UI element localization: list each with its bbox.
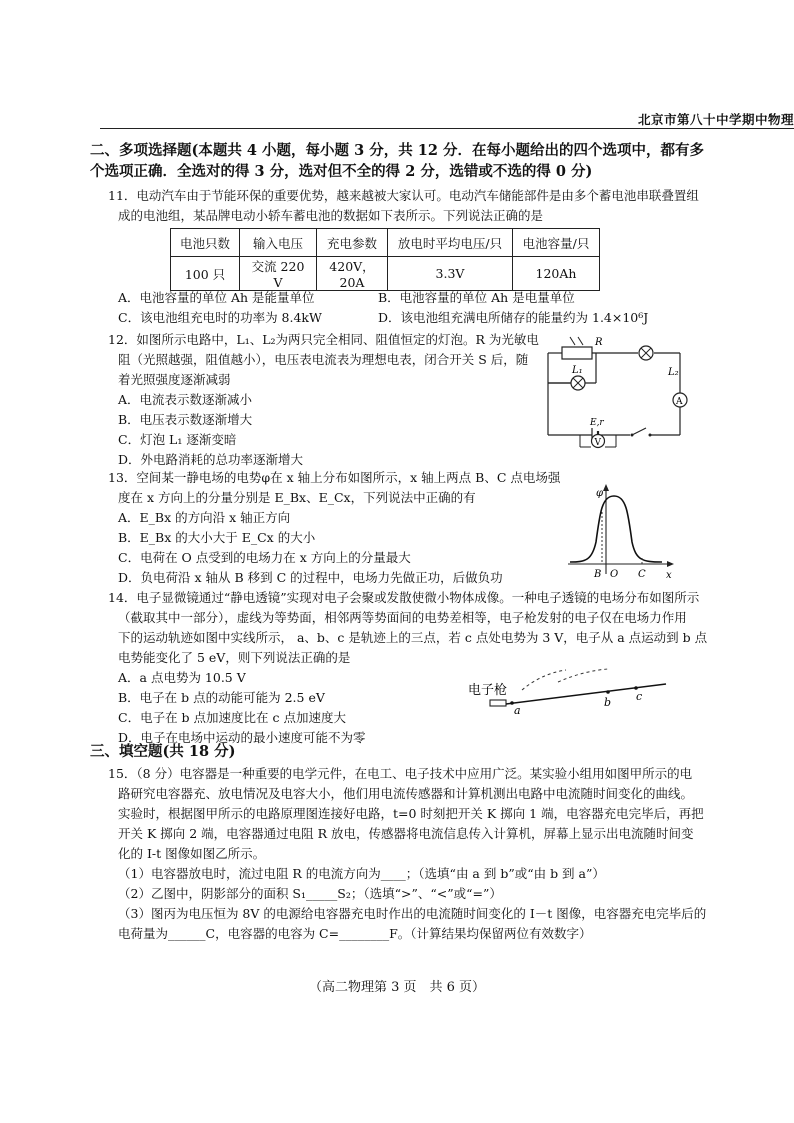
electron-gun-figure [466,664,676,720]
label-point-a: a [514,704,521,717]
q14-line2: （截取其中一部分），虚线为等势面，相邻两等势面间的电势差相等，电子枪发射的电子仅在电场力作用 [118,610,687,625]
q11-option-d: D．该电池组充满电所储存的能量约为 1.4×10⁶J [378,310,649,325]
potential-curve [570,496,662,562]
label-voltmeter: V [594,438,601,448]
label-r: R [595,337,603,348]
switch-icon [632,428,646,435]
q15-line5: 化的 I-t 图像如图乙所示。 [118,846,266,861]
label-l2: L₂ [668,367,679,378]
section3-title: 三、填空题(共 18 分) [90,743,236,760]
label-b: B [594,569,602,580]
label-electron-gun: 电子枪 [468,683,508,698]
q11-line2: 成的电池组，某品牌电动小轿车蓄电池的数据如下表所示。下列说法正确的是 [118,208,544,223]
q13-line1: 13．空间某一静电场的电势φ在 x 轴上分布如图所示，x 轴上两点 B、C 点电场强 [108,470,561,485]
q11-option-c: C．该电池组充电时的功率为 8.4kW [118,310,322,325]
circuit-diagram [540,335,700,450]
q14-line3: 下的运动轨迹如图中实线所示， a、b、c 是轨迹上的三点，若 c 点处电势为 3 V，电子从 a 点运动到 b 点 [118,630,708,645]
table-cell: 3.3V [388,257,513,291]
battery-table-header-row [171,229,600,257]
battery-table [170,228,600,291]
q11-option-b: B．电池容量的单位 Ah 是电量单位 [378,290,575,305]
q14-option-c: C．电子在 b 点加速度比在 c 点加速度大 [118,710,346,725]
electron-gun-icon [490,700,506,706]
q12-option-a: A．电流表示数逐渐减小 [118,392,253,407]
section2-title-line2: 个选项正确．全选对的得 3 分，选对但不全的得 2 分，选错或不选的得 0 分) [90,163,593,180]
label-ammeter: A [676,397,683,407]
table-header-cell: 电池只数 [171,229,240,257]
potential-graph [566,482,676,582]
q15-line2: 路研究电容器充、放电情况及电容大小，他们用电流传感器和计算机测出电路中电流随时间变化的曲线。 [118,786,694,801]
q11-option-a: A．电池容量的单位 Ah 是能量单位 [118,290,315,305]
q12-line3: 着光照强度逐渐减弱 [118,372,231,387]
q12-option-b: B．电压表示数逐渐增大 [118,412,253,427]
q15-sub3b: 电荷量为______C，电容器的电容为 C=________F。（计算结果均保留两位有效数字） [118,926,592,941]
q12-option-c: C．灯泡 L₁ 逐渐变暗 [118,432,237,447]
q13-option-a: A．E_Bx 的方向沿 x 轴正方向 [118,510,291,525]
q14-option-b: B．电子在 b 点的动能可能为 2.5 eV [118,690,325,705]
light-arrows-icon [570,337,583,345]
header-rule [100,128,794,129]
q13-option-b: B．E_Bx 的大小大于 E_Cx 的大小 [118,530,316,545]
table-cell: 交流 220 V [240,257,317,291]
section2-title [90,140,704,182]
q15-line4: 开关 K 掷向 2 端，电容器通过电阻 R 放电，传感器将电流信息传入计算机，屏幕上显示出电流随时间变 [118,826,694,841]
page-footer: （高二物理第 3 页 共 6 页） [308,980,486,995]
label-o: O [610,569,619,580]
q14-option-a: A．a 点电势为 10.5 V [118,670,246,685]
q12-option-d: D．外电路消耗的总功率逐渐增大 [118,452,304,467]
label-c: C [638,569,646,580]
question-12 [108,330,539,470]
section2-title-line1: 二、多项选择题(本题共 4 小题，每小题 3 分，共 12 分．在每小题给出的四个选项中，都有多 [90,142,705,159]
q14-line4: 电势能变化了 5 eV，则下列说法正确的是 [118,650,351,665]
equipotential-line [558,669,608,682]
q12-line2: 阻（光照越强，阻值越小），电压表电流表为理想电表，闭合开关 S 后，随 [118,352,529,367]
label-phi: φ [596,488,604,499]
table-header-cell: 电池容量/只 [513,229,600,257]
table-cell: 120Ah [513,257,600,291]
table-header-cell: 输入电压 [240,229,317,257]
q14-option-d: D．电子在电场中运动的最小速度可能不为零 [118,730,366,745]
question-11 [108,186,699,226]
q15-line1: 15．（8 分）电容器是一种重要的电学元件，在电工、电子技术中应用广泛。某实验小组用如图甲所示的电 [108,766,693,781]
q15-sub2: （2）乙图中，阴影部分的面积 S₁_____S₂；（选填“>”、“<”或“=”） [118,886,502,901]
q14-line1: 14．电子显微镜通过“静电透镜”实现对电子会聚或发散使微小物体成像。一种电子透镜的电场分布如图所示 [108,590,700,605]
q11-line1: 11．电动汽车由于节能环保的重要优势，越来越被大家认可。电动汽车储能部件是由多个蓄电池串联叠置组 [108,188,699,203]
label-battery: E,r [590,418,604,428]
q13-option-c: C．电荷在 O 点受到的电场力在 x 方向上的分量最大 [118,550,411,565]
q13-option-d: D．负电荷沿 x 轴从 B 移到 C 的过程中，电场力先做正功，后做负功 [118,570,503,585]
q13-line2: 度在 x 方向上的分量分别是 E_Bx、E_Cx，下列说法中正确的有 [118,490,476,505]
table-header-cell: 充电参数 [317,229,388,257]
q12-line1: 12．如图所示电路中，L₁、L₂为两只完全相同、阻值恒定的灯泡。R 为光敏电 [108,332,539,347]
label-l1: L₁ [572,365,583,376]
table-cell: 100 只 [171,257,240,291]
table-header-cell: 放电时平均电压/只 [388,229,513,257]
battery-table-value-row [171,257,600,291]
label-point-c: c [636,690,643,703]
table-cell: 420V，20A [317,257,388,291]
question-15 [108,764,706,944]
question-13 [108,468,560,588]
label-x: x [666,570,672,581]
school-header: 北京市第八十中学期中物理 [637,112,794,127]
photoresistor [562,347,592,359]
q15-sub3a: （3）图丙为电压恒为 8V 的电源给电容器充电时作出的电流随时间变化的 I－t 图像，电容器充电完毕后的 [118,906,707,921]
equipotential-line [522,670,566,690]
q15-line3: 实验时，根据图甲所示的电路原理图连接好电路，t=0 时刻把开关 K 掷向 1 端，电容器充电完毕后，再把 [118,806,704,821]
q15-sub1: （1）电容器放电时，流过电阻 R 的电流方向为____；（选填“由 a 到 b”或“由 b 到 a”） [118,866,605,881]
label-point-b: b [604,696,612,709]
